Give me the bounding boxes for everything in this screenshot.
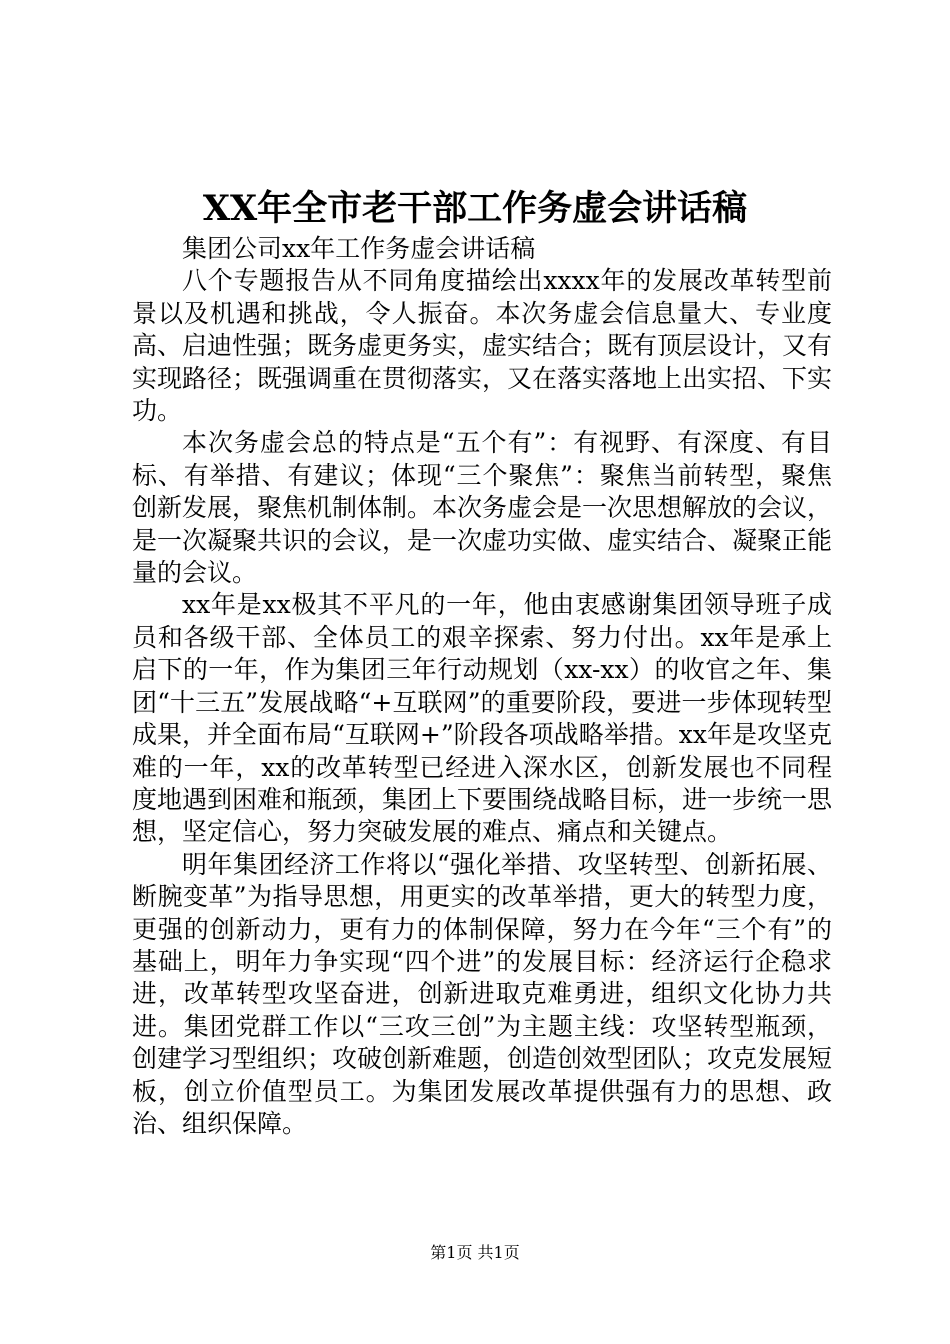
paragraph-4: 明年集团经济工作将以“强化举措、攻坚转型、创新拓展、断腕变革”为指导思想，用更实的改革举措，更大的转型力度，更强的创新动力，更有力的体制保障，努力在今年“三个有”的基础上，明年力争实现“四个进”的发展目标：经济运行企稳求进，改革转型攻坚奋进，创新进取克难勇进，组织文化协力共进。集团党群工作以“三攻三创”为主题主线：攻坚转型瓶颈，创建学习型组织；攻破创新难题，创造创效型团队；攻克发展短板，创立价值型员工。为集团发展改革提供强有力的思想、政治、组织保障。 <box>132 849 833 1138</box>
paragraph-subtitle: 集团公司xx年工作务虚会讲话稿 <box>182 234 536 263</box>
page-footer: 第1页 共1页 <box>430 1243 520 1262</box>
document-title: XX年全市老干部工作务虚会讲话稿 <box>202 188 748 229</box>
paragraph-3: xx年是xx极其不平凡的一年，他由衷感谢集团领导班子成员和各级干部、全体员工的艰辛探索、努力付出。xx年是承上启下的一年，作为集团三年行动规划（xx-xx）的收官之年、集团“十三五”发展战略“+互联网”的重要阶段，要进一步体现转型成果，并全面布局“互联网+”阶段各项战略举措。xx年是攻坚克难的一年，xx的改革转型已经进入深水区，创新发展也不同程度地遇到困难和瓶颈，集团上下要围绕战略目标，进一步统一思想，坚定信心，努力突破发展的难点、痛点和关键点。 <box>132 590 833 847</box>
paragraph-2: 本次务虚会总的特点是“五个有”：有视野、有深度、有目标、有举措、有建议；体现“三个聚焦”：聚焦当前转型，聚焦创新发展，聚焦机制体制。本次务虚会是一次思想解放的会议，是一次凝聚共识的会议，是一次虚功实做、虚实结合、凝聚正能量的会议。 <box>132 428 833 588</box>
document-body <box>132 233 832 1140</box>
paragraph-1: 八个专题报告从不同角度描绘出xxxx年的发展改革转型前景以及机遇和挑战，令人振奋。本次务虚会信息量大、专业度高、启迪性强；既务虚更务实，虚实结合；既有顶层设计，又有实现路径；既强调重在贯彻落实，又在落实落地上出实招、下实功。 <box>132 266 833 426</box>
